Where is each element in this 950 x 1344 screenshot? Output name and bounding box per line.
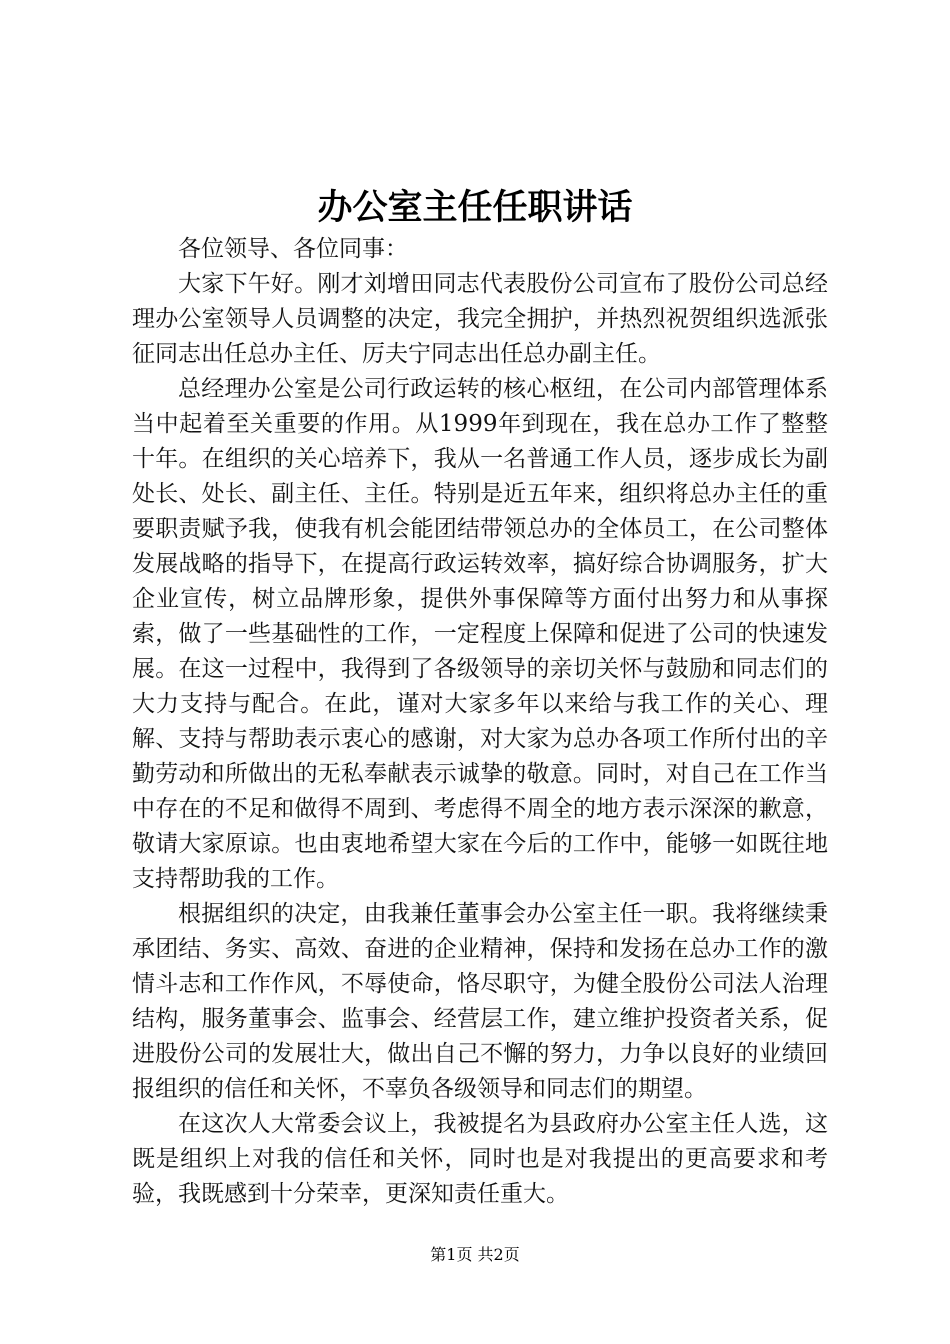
paragraph-1: 大家下午好。刚才刘增田同志代表股份公司宣布了股份公司总经理办公室领导人员调整的决定，我完全拥护，并热烈祝贺组织选派张征同志出任总办主任、厉夫宁同志出任总办副主任。 (132, 271, 828, 367)
page-number-footer: 第1页 共2页 (430, 1245, 520, 1264)
document-body (132, 232, 828, 1212)
paragraph-2: 总经理办公室是公司行政运转的核心枢纽，在公司内部管理体系当中起着至关重要的作用。从1999年到现在，我在总办工作了整整十年。在组织的关心培养下，我从一名普通工作人员，逐步成长为副处长、处长、副主任、主任。特别是近五年来，组织将总办主任的重要职责赋予我，使我有机会能团结带领总办的全体员工，在公司整体发展战略的指导下，在提高行政运转效率，搞好综合协调服务，扩大企业宣传，树立品牌形象，提供外事保障等方面付出努力和从事探索，做了一些基础性的工作，一定程度上保障和促进了公司的快速发展。在这一过程中，我得到了各级领导的亲切关怀与鼓励和同志们的大力支持与配合。在此，谨对大家多年以来给与我工作的关心、理解、支持与帮助表示衷心的感谢，对大家为总办各项工作所付出的辛勤劳动和所做出的无私奉献表示诚挚的敬意。同时，对自己在工作当中存在的不足和做得不周到、考虑得不周全的地方表示深深的歉意，敬请大家原谅。也由衷地希望大家在今后的工作中，能够一如既往地支持帮助我的工作。 (132, 376, 828, 892)
document-title: 办公室主任任职讲话 (317, 187, 633, 228)
salutation: 各位领导、各位同事： (178, 236, 408, 262)
paragraph-4: 在这次人大常委会议上，我被提名为县政府办公室主任人选，这既是组织上对我的信任和关怀，同时也是对我提出的更高要求和考验，我既感到十分荣幸，更深知责任重大。 (132, 1111, 828, 1207)
paragraph-3: 根据组织的决定，由我兼任董事会办公室主任一职。我将继续秉承团结、务实、高效、奋进的企业精神，保持和发扬在总办工作的激情斗志和工作作风，不辱使命，恪尽职守，为健全股份公司法人治理结构，服务董事会、监事会、经营层工作，建立维护投资者关系，促进股份公司的发展壮大，做出自己不懈的努力，力争以良好的业绩回报组织的信任和关怀，不辜负各级领导和同志们的期望。 (132, 901, 828, 1102)
